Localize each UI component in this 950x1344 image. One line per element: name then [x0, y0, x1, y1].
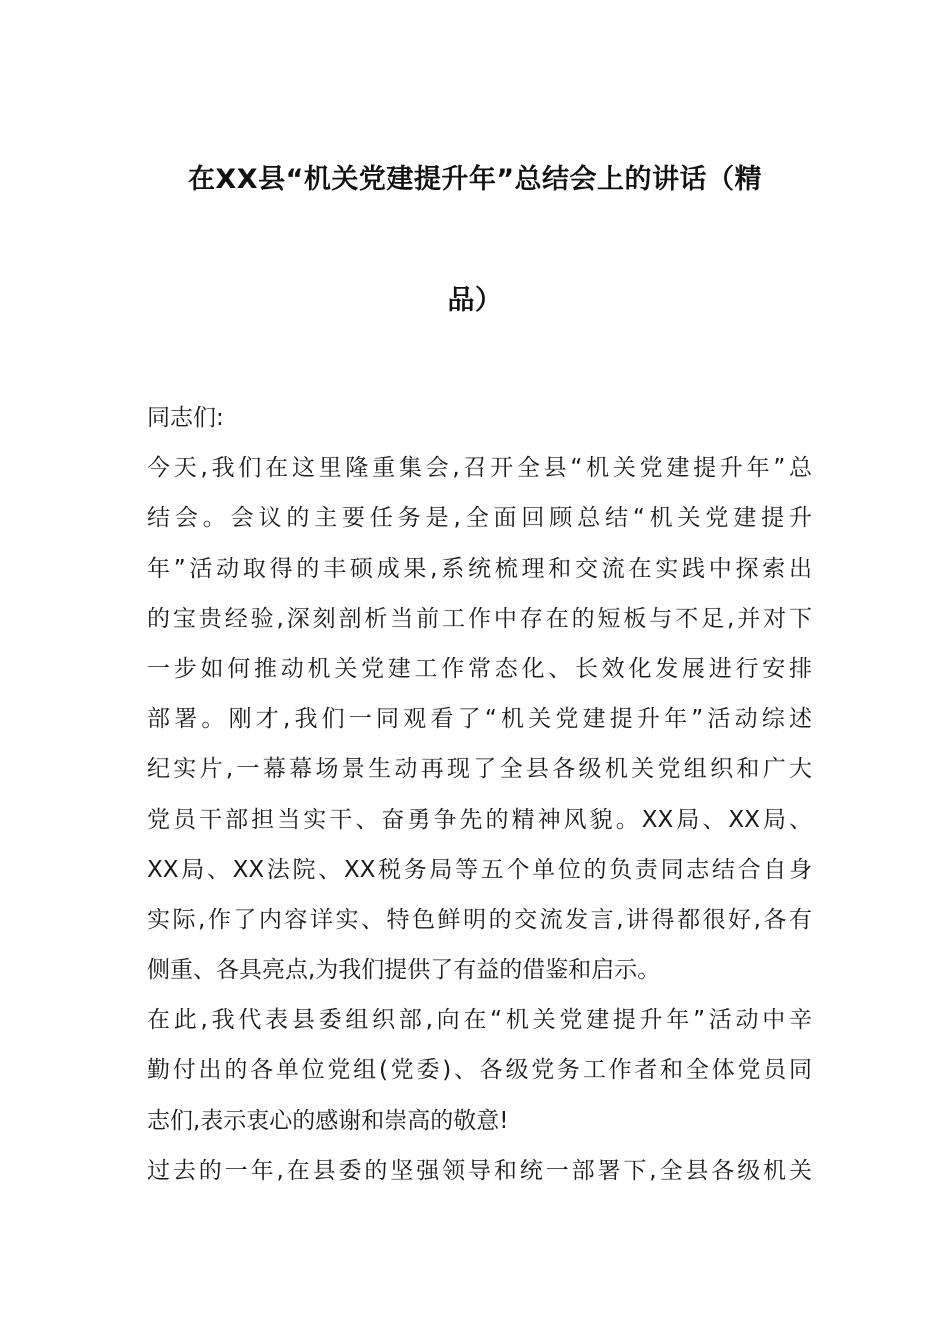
- body-line: 年”活动取得的丰硕成果,系统梳理和交流在实践中探索出: [147, 555, 812, 582]
- body-line: 过去的一年,在县委的坚强领导和统一部署下,全县各级机关: [147, 1157, 812, 1184]
- body-line: 勤付出的各单位党组(党委)、各级党务工作者和全体党员同: [147, 1057, 812, 1084]
- salutation: 同志们:: [147, 405, 224, 431]
- document-title-line-1: 在XX县“机关党建提升年”总结会上的讲话（精: [187, 164, 763, 195]
- body-line: 今天,我们在这里隆重集会,召开全县“机关党建提升年”总: [147, 455, 812, 482]
- body-line: XX局、XX法院、XX税务局等五个单位的负责同志结合自身: [147, 856, 812, 883]
- document-title-line-2: 品）: [447, 285, 503, 316]
- document-body: [147, 401, 812, 1204]
- body-line: 志们,表示衷心的感谢和崇高的敬意!: [147, 1107, 509, 1134]
- body-line: 结会。会议的主要任务是,全面回顾总结“机关党建提升: [147, 505, 812, 532]
- body-line: 在此,我代表县委组织部,向在“机关党建提升年”活动中辛: [147, 1007, 812, 1034]
- body-line: 一步如何推动机关党建工作常态化、长效化发展进行安排: [147, 655, 812, 682]
- body-line: 党员干部担当实干、奋勇争先的精神风貌。XX局、XX局、: [147, 806, 812, 833]
- body-line: 纪实片,一幕幕场景生动再现了全县各级机关党组织和广大: [147, 756, 812, 783]
- body-line: 实际,作了内容详实、特色鲜明的交流发言,讲得都很好,各有: [147, 906, 812, 933]
- body-line: 侧重、各具亮点,为我们提供了有益的借鉴和启示。: [147, 957, 661, 984]
- body-line: 部署。刚才,我们一同观看了“机关党建提升年”活动综述: [147, 706, 812, 733]
- body-line: 的宝贵经验,深刻剖析当前工作中存在的短板与不足,并对下: [147, 605, 812, 632]
